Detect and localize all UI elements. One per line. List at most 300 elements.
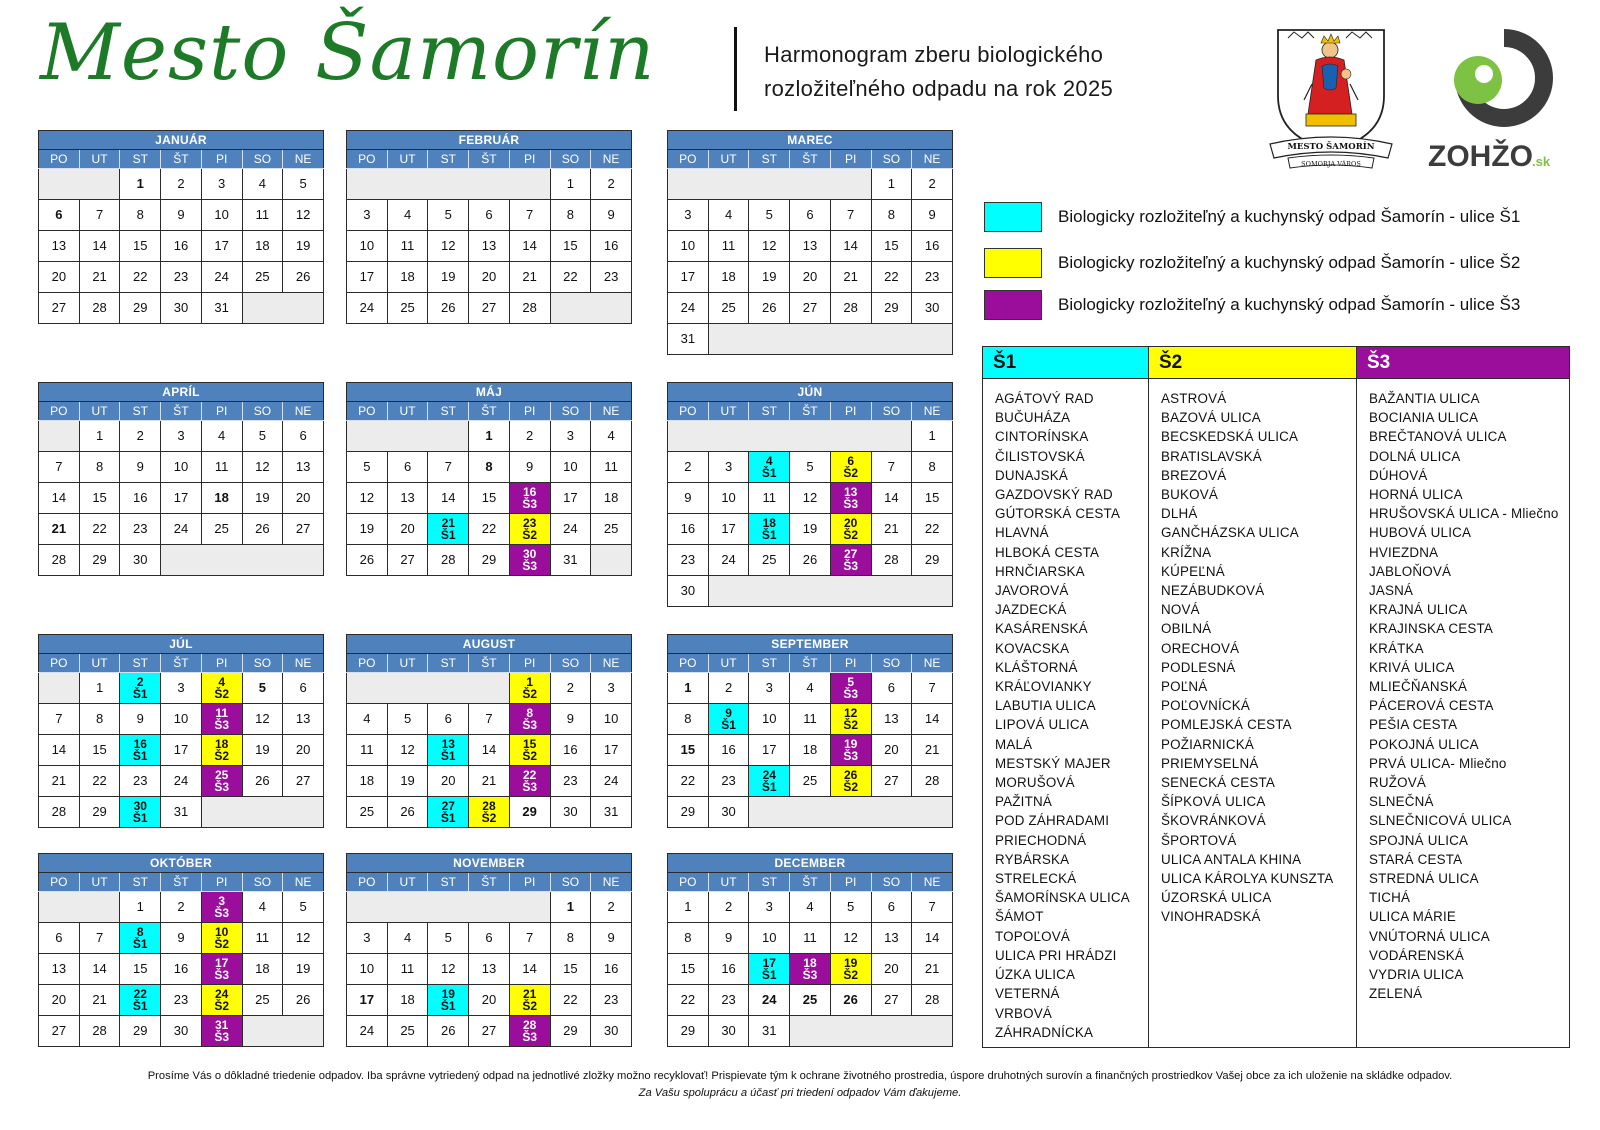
weekday-label: PI <box>830 150 871 169</box>
day-cell <box>550 200 591 231</box>
day-number: 16 <box>133 490 148 505</box>
day-number: 23 <box>173 992 189 1007</box>
day-cell <box>428 985 469 1016</box>
street-name: ÚZKA ULICA <box>995 967 1076 983</box>
weekday-label: NE <box>283 150 324 169</box>
month-calendar <box>667 130 953 355</box>
day-cell <box>708 293 749 324</box>
day-number: 30 <box>173 300 189 315</box>
weekday-label: UT <box>79 873 120 892</box>
day-cell <box>161 954 202 985</box>
weekday-label: NE <box>912 654 953 673</box>
day-number: 4 <box>806 680 814 695</box>
day-cell <box>708 483 749 514</box>
month-calendar <box>667 634 953 828</box>
weekday-label: PI <box>509 150 550 169</box>
day-number: 29 <box>924 552 940 567</box>
day-cell <box>347 545 388 576</box>
street-name: MESTSKÝ MAJER <box>995 755 1111 771</box>
day-cell <box>749 673 790 704</box>
empty-day-cell <box>871 421 912 452</box>
day-cell <box>283 452 324 483</box>
day-number: 18 <box>803 956 817 970</box>
weekday-label: SO <box>550 873 591 892</box>
month-calendar <box>346 634 632 828</box>
day-number: 9 <box>607 930 615 945</box>
day-number: 21 <box>51 521 67 536</box>
day-cell <box>79 766 120 797</box>
day-cell <box>242 231 283 262</box>
day-cell <box>242 735 283 766</box>
day-number: 9 <box>177 207 185 222</box>
day-cell <box>39 797 80 828</box>
day-cell <box>708 262 749 293</box>
day-cell <box>550 704 591 735</box>
day-number: 23 <box>173 269 189 284</box>
day-cell <box>509 514 550 545</box>
street-name: KASÁRENSKÁ <box>995 621 1088 637</box>
weekday-label: PO <box>668 654 709 673</box>
day-number: 29 <box>884 300 899 315</box>
day-cell <box>591 421 632 452</box>
day-number: 16 <box>721 961 736 976</box>
day-number: 22 <box>680 773 696 788</box>
weekday-label: SO <box>242 150 283 169</box>
day-cell <box>201 985 242 1016</box>
day-cell <box>387 797 428 828</box>
day-number: 3 <box>177 680 185 695</box>
weekday-label: ST <box>749 654 790 673</box>
collection-zone-label: Š3 <box>522 559 537 573</box>
day-number: 10 <box>359 238 375 253</box>
day-cell <box>912 766 953 797</box>
day-number: 26 <box>441 1023 456 1038</box>
day-cell <box>283 766 324 797</box>
day-cell <box>790 673 831 704</box>
weekday-label: UT <box>79 150 120 169</box>
legend-text-s1: Biologicky rozložiteľný a kuchynský odpad Šamorín - ulice Š1 <box>1058 207 1521 226</box>
day-number: 26 <box>255 521 270 536</box>
street-name: SLNEČNICOVÁ ULICA <box>1369 813 1512 829</box>
street-name: HRUŠOVSKÁ ULICA - Mliečno <box>1369 506 1559 522</box>
street-name: SLNEČNÁ <box>1369 794 1434 810</box>
day-cell <box>39 923 80 954</box>
street-name: MALÁ <box>995 736 1033 752</box>
day-cell <box>242 421 283 452</box>
day-cell <box>749 954 790 985</box>
day-number: 27 <box>843 547 858 561</box>
weekday-label: NE <box>283 654 324 673</box>
day-number: 23 <box>563 773 578 788</box>
street-name: LIPOVÁ ULICA <box>995 717 1089 733</box>
day-number: 12 <box>843 930 858 945</box>
day-number: 7 <box>847 207 855 222</box>
day-cell <box>591 735 632 766</box>
street-name: TICHÁ <box>1369 890 1411 906</box>
day-number: 17 <box>603 742 619 757</box>
day-number: 21 <box>522 987 537 1001</box>
street-name: HLBOKÁ CESTA <box>995 544 1100 560</box>
collection-zone-label: Š3 <box>214 906 229 920</box>
day-cell <box>830 514 871 545</box>
day-cell <box>387 954 428 985</box>
street-name: ŠKOVRÁNKOVÁ <box>1161 813 1266 829</box>
day-number: 25 <box>400 1023 415 1038</box>
day-cell <box>871 766 912 797</box>
day-cell <box>509 483 550 514</box>
empty-day-cell <box>912 797 953 828</box>
day-cell <box>347 231 388 262</box>
street-name: ASTROVÁ <box>1161 391 1227 406</box>
street-name: OBILNÁ <box>1161 621 1212 637</box>
day-cell <box>428 797 469 828</box>
day-number: 12 <box>441 238 456 253</box>
weekday-label: ŠT <box>469 654 510 673</box>
street-name: BAZOVÁ ULICA <box>1161 410 1261 426</box>
day-number: 30 <box>603 1023 619 1038</box>
day-cell <box>871 262 912 293</box>
street-name: GAZDOVSKÝ RAD <box>995 487 1113 503</box>
town-crest-logo <box>1266 26 1396 171</box>
street-header-s1: Š1 <box>983 347 1148 379</box>
month-name: AUGUST <box>347 635 632 654</box>
day-number: 28 <box>51 552 67 567</box>
empty-day-cell <box>790 169 831 200</box>
day-cell <box>708 452 749 483</box>
day-number: 23 <box>721 992 736 1007</box>
day-cell <box>830 545 871 576</box>
day-cell <box>830 452 871 483</box>
day-cell <box>708 673 749 704</box>
street-name: DLHÁ <box>1161 506 1198 522</box>
day-cell <box>830 231 871 262</box>
day-number: 20 <box>884 742 899 757</box>
collection-zone-label: Š1 <box>440 749 456 763</box>
day-number: 31 <box>563 552 578 567</box>
day-number: 11 <box>721 238 736 253</box>
day-number: 25 <box>603 521 619 536</box>
day-cell <box>283 673 324 704</box>
day-cell <box>912 545 953 576</box>
day-cell <box>749 923 790 954</box>
day-cell <box>591 200 632 231</box>
day-number: 1 <box>684 680 692 695</box>
day-number: 28 <box>51 804 67 819</box>
day-cell <box>509 1016 550 1047</box>
day-number: 21 <box>441 516 455 530</box>
street-name: BREZOVÁ <box>1161 467 1227 483</box>
day-cell <box>79 923 120 954</box>
day-cell <box>347 797 388 828</box>
day-number: 27 <box>481 1023 497 1038</box>
day-number: 14 <box>92 238 107 253</box>
day-cell <box>830 892 871 923</box>
day-number: 1 <box>684 899 692 914</box>
empty-day-cell <box>347 421 388 452</box>
day-cell <box>912 231 953 262</box>
day-number: 3 <box>218 894 225 908</box>
day-cell <box>790 766 831 797</box>
weekday-label: NE <box>283 873 324 892</box>
day-cell <box>469 704 510 735</box>
day-cell <box>469 923 510 954</box>
street-name: KRÁTKA <box>1369 640 1424 656</box>
day-number: 21 <box>843 269 858 284</box>
day-cell <box>161 483 202 514</box>
day-cell <box>509 545 550 576</box>
collection-zone-label: Š3 <box>214 1030 229 1044</box>
day-cell <box>242 452 283 483</box>
day-cell <box>469 797 510 828</box>
collection-zone-label: Š1 <box>721 718 736 732</box>
weekday-label: UT <box>387 402 428 421</box>
day-cell <box>161 985 202 1016</box>
street-name: SPOJNÁ ULICA <box>1369 832 1469 848</box>
collection-zone-label: Š1 <box>761 466 777 480</box>
day-number: 19 <box>295 961 311 976</box>
empty-day-cell <box>591 545 632 576</box>
weekday-label: NE <box>591 654 632 673</box>
street-name: STARÁ CESTA <box>1369 851 1463 867</box>
day-cell <box>469 483 510 514</box>
day-number: 30 <box>721 1023 736 1038</box>
day-cell <box>79 231 120 262</box>
day-cell <box>591 673 632 704</box>
empty-day-cell <box>790 1016 831 1047</box>
empty-day-cell <box>283 797 324 828</box>
day-number: 16 <box>133 737 147 751</box>
day-number: 12 <box>843 706 858 720</box>
day-cell <box>871 923 912 954</box>
weekday-label: SO <box>242 654 283 673</box>
day-number: 5 <box>765 207 773 222</box>
month-name: JANUÁR <box>39 131 324 150</box>
day-cell <box>708 514 749 545</box>
day-cell <box>708 200 749 231</box>
day-cell <box>509 421 550 452</box>
day-number: 21 <box>924 742 940 757</box>
day-cell <box>120 231 161 262</box>
day-number: 13 <box>51 238 67 253</box>
day-number: 7 <box>95 930 104 945</box>
street-name: POĽOVNÍCKÁ <box>1161 698 1251 714</box>
collection-zone-label: Š3 <box>214 780 229 794</box>
day-number: 14 <box>92 961 107 976</box>
day-number: 8 <box>928 459 936 474</box>
day-cell <box>79 545 120 576</box>
day-number: 16 <box>173 961 189 976</box>
day-number: 13 <box>884 711 899 726</box>
empty-day-cell <box>790 576 831 607</box>
day-number: 10 <box>173 459 189 474</box>
day-cell <box>283 169 324 200</box>
empty-day-cell <box>509 892 550 923</box>
day-number: 1 <box>928 428 936 443</box>
day-cell <box>428 483 469 514</box>
day-cell <box>668 673 709 704</box>
day-cell <box>79 985 120 1016</box>
street-name: HLAVNÁ <box>995 525 1049 541</box>
day-cell <box>469 735 510 766</box>
day-number: 19 <box>441 269 456 284</box>
day-cell <box>283 262 324 293</box>
day-number: 16 <box>563 742 578 757</box>
day-number: 8 <box>95 459 104 474</box>
empty-day-cell <box>790 324 831 355</box>
day-number: 14 <box>924 711 940 726</box>
day-number: 4 <box>363 711 371 726</box>
day-cell <box>790 262 831 293</box>
day-number: 10 <box>214 925 229 939</box>
day-number: 24 <box>214 269 229 284</box>
day-cell <box>387 514 428 545</box>
street-list-s2 <box>1149 379 1356 927</box>
day-cell <box>39 483 80 514</box>
day-cell <box>120 954 161 985</box>
day-cell <box>668 483 709 514</box>
day-cell <box>591 892 632 923</box>
day-cell <box>550 923 591 954</box>
day-number: 17 <box>173 742 189 757</box>
day-number: 4 <box>765 454 773 468</box>
empty-day-cell <box>242 293 283 324</box>
day-cell <box>347 735 388 766</box>
street-name: ŠPORTOVÁ <box>1161 832 1237 848</box>
day-number: 25 <box>802 773 818 788</box>
day-number: 28 <box>482 799 496 813</box>
empty-day-cell <box>387 673 428 704</box>
collection-zone-label: Š3 <box>214 968 229 982</box>
day-cell <box>347 1016 388 1047</box>
day-cell <box>120 421 161 452</box>
day-cell <box>120 200 161 231</box>
day-cell <box>387 1016 428 1047</box>
day-number: 15 <box>92 490 107 505</box>
weekday-label: UT <box>387 654 428 673</box>
day-number: 12 <box>295 930 311 945</box>
day-number: 19 <box>400 773 415 788</box>
day-cell <box>242 169 283 200</box>
collection-zone-label: Š2 <box>214 749 229 763</box>
day-number: 19 <box>843 956 858 970</box>
weekday-label: PI <box>201 150 242 169</box>
day-cell <box>201 954 242 985</box>
day-cell <box>201 766 242 797</box>
day-number: 7 <box>485 711 493 726</box>
street-name: PEŠIA CESTA <box>1369 717 1458 733</box>
day-cell <box>79 421 120 452</box>
collection-zone-label: Š2 <box>843 968 858 982</box>
day-number: 28 <box>92 1023 107 1038</box>
day-cell <box>591 766 632 797</box>
street-name: JAVOROVÁ <box>995 583 1069 599</box>
day-cell <box>871 169 912 200</box>
day-number: 18 <box>214 490 229 505</box>
month-name: JÚL <box>39 635 324 654</box>
day-cell <box>283 954 324 985</box>
day-cell <box>39 293 80 324</box>
day-number: 18 <box>802 742 818 757</box>
collection-zone-label: Š1 <box>132 999 148 1013</box>
day-cell <box>469 293 510 324</box>
weekday-label: PO <box>668 402 709 421</box>
day-cell <box>283 200 324 231</box>
day-cell <box>912 954 953 985</box>
day-cell <box>161 673 202 704</box>
day-cell <box>591 954 632 985</box>
day-cell <box>120 673 161 704</box>
day-cell <box>428 262 469 293</box>
empty-day-cell <box>790 421 831 452</box>
day-cell <box>79 262 120 293</box>
day-cell <box>509 704 550 735</box>
empty-day-cell <box>830 169 871 200</box>
weekday-label: UT <box>708 654 749 673</box>
weekday-label: PI <box>509 654 550 673</box>
day-cell <box>242 892 283 923</box>
collection-zone-label: Š1 <box>761 528 777 542</box>
day-number: 24 <box>563 521 578 536</box>
day-cell <box>871 545 912 576</box>
day-cell <box>283 985 324 1016</box>
day-cell <box>509 452 550 483</box>
weekday-label: ŠT <box>161 654 202 673</box>
day-number: 26 <box>359 552 375 567</box>
empty-day-cell <box>283 293 324 324</box>
subtitle-line-2: rozložiteľného odpadu na rok 2025 <box>764 76 1114 101</box>
day-cell <box>201 735 242 766</box>
day-number: 27 <box>51 1023 67 1038</box>
day-number: 13 <box>400 490 415 505</box>
day-number: 2 <box>177 176 185 191</box>
day-cell <box>428 200 469 231</box>
zohzo-logo <box>1426 28 1566 178</box>
day-number: 3 <box>566 428 574 443</box>
day-number: 11 <box>803 930 817 945</box>
subtitle-line-1: Harmonogram zberu biologického <box>764 42 1104 67</box>
day-cell <box>79 673 120 704</box>
day-cell <box>912 452 953 483</box>
month-calendar <box>346 130 632 324</box>
day-cell <box>668 954 709 985</box>
day-cell <box>347 514 388 545</box>
month-calendar <box>667 853 953 1047</box>
day-number: 27 <box>481 300 497 315</box>
day-cell <box>39 545 80 576</box>
day-number: 31 <box>603 804 619 819</box>
street-name: BUČUHÁZA <box>995 410 1071 426</box>
day-number: 19 <box>441 987 455 1001</box>
day-number: 21 <box>522 269 537 284</box>
day-cell <box>347 483 388 514</box>
street-column-s2 <box>1149 347 1357 1047</box>
day-number: 15 <box>924 490 940 505</box>
day-number: 13 <box>51 961 67 976</box>
day-number: 19 <box>359 521 375 536</box>
weekday-label: ST <box>120 150 161 169</box>
day-cell <box>509 673 550 704</box>
day-cell <box>347 200 388 231</box>
empty-day-cell <box>912 576 953 607</box>
collection-zone-label: Š2 <box>843 466 858 480</box>
day-cell <box>550 262 591 293</box>
day-cell <box>790 892 831 923</box>
day-number: 27 <box>441 799 455 813</box>
weekday-label: SO <box>871 873 912 892</box>
day-cell <box>120 452 161 483</box>
day-cell <box>201 892 242 923</box>
day-cell <box>161 766 202 797</box>
